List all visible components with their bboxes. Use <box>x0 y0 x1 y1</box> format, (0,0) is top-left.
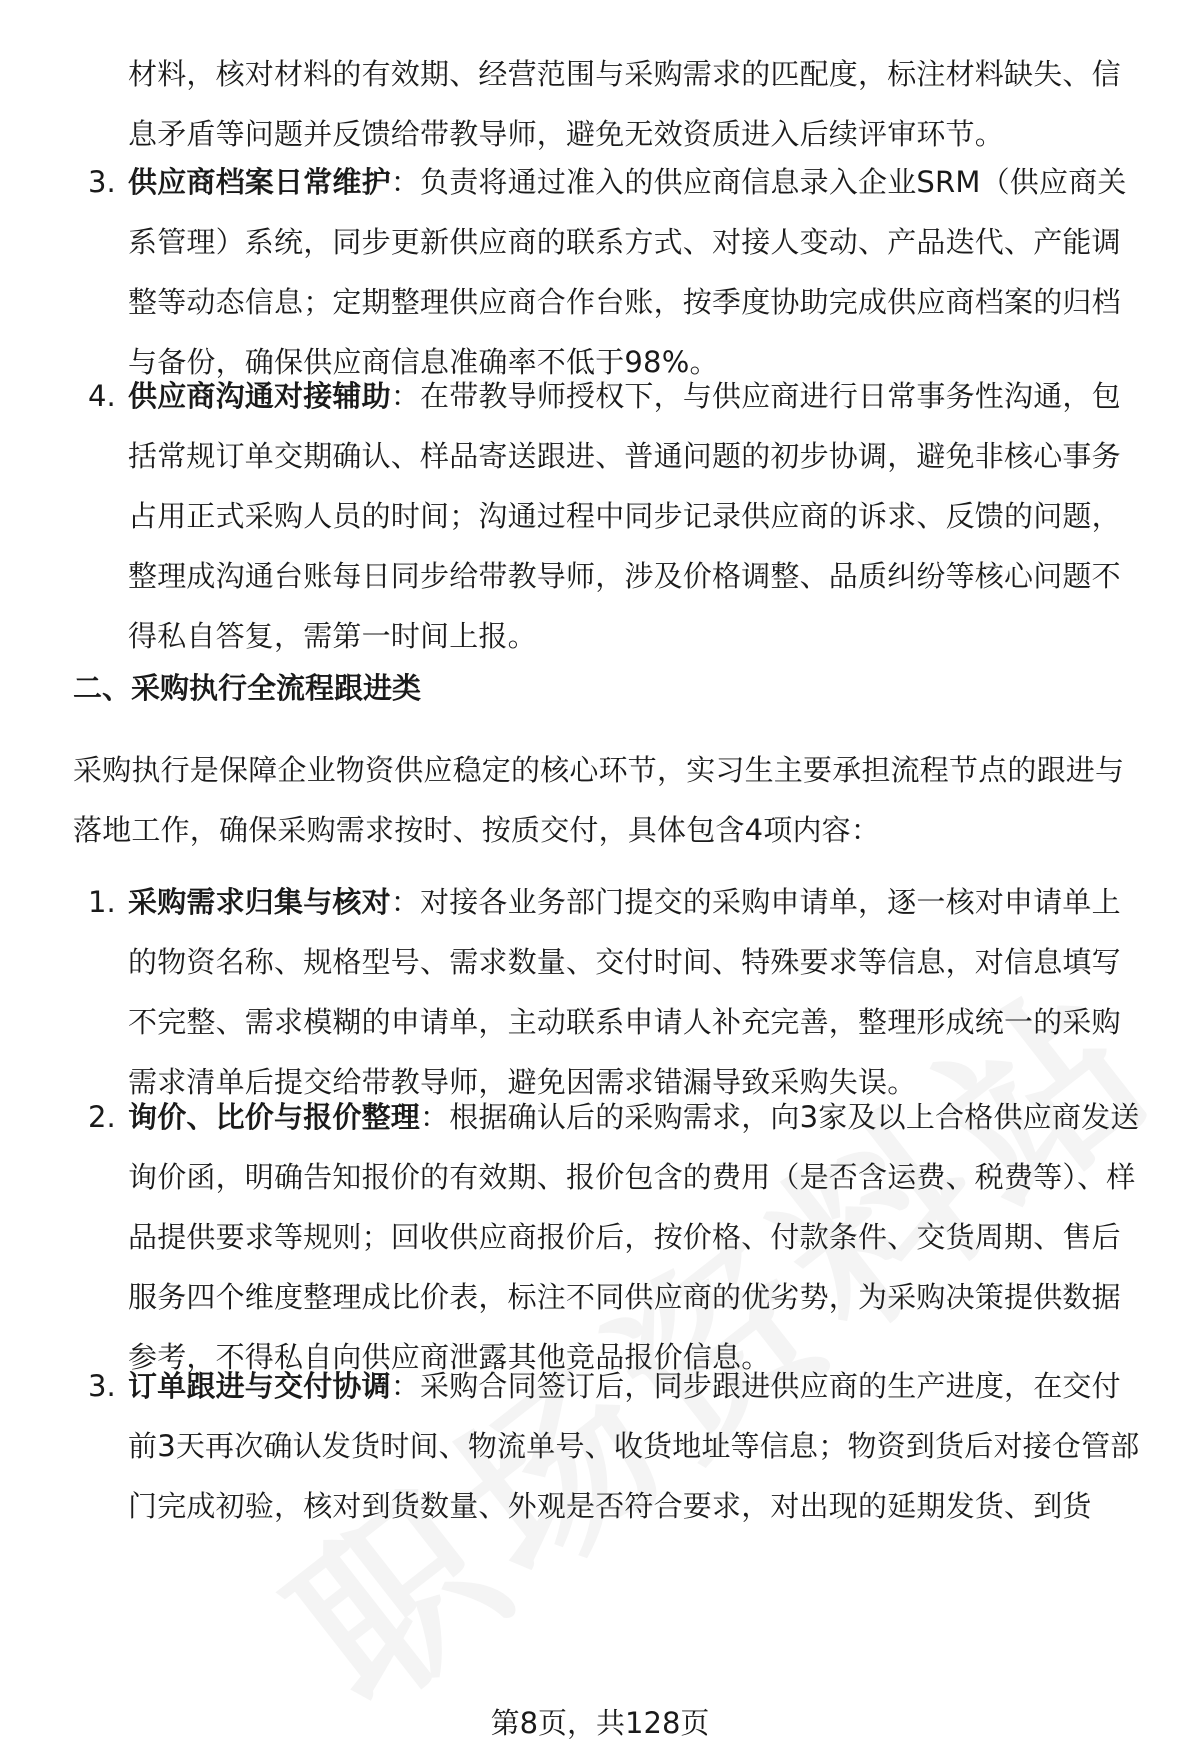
list-item <box>128 366 1148 666</box>
list-item-number: 2. <box>88 1100 116 1134</box>
list-item-body: ：采购合同签订后，同步跟进供应商的生产进度，在交付前3天再次确认发货时间、物流单号、收货地址等信息；物资到货后对接仓管部门完成初验，核对到货数量、外观是否符合要求，对出现的延期发货、到货 <box>128 1369 1140 1523</box>
page-number-footer: 第8页，共128页 <box>490 1706 710 1740</box>
list-item-title: 供应商沟通对接辅助 <box>128 379 391 413</box>
list-item <box>128 152 1148 392</box>
list-item-body: ：负责将通过准入的供应商信息录入企业SRM（供应商关系管理）系统，同步更新供应商的联系方式、对接人变动、产品迭代、产能调整等动态信息；定期整理供应商合作台账，按季度协助完成供应商档案的归档与备份，确保供应商信息准确率不低于98%。 <box>128 165 1127 379</box>
section-heading: 二、采购执行全流程跟进类 <box>73 671 422 705</box>
list-item <box>128 1087 1148 1387</box>
list-item-number: 4. <box>88 379 116 413</box>
list-item <box>128 872 1148 1112</box>
list-item-body: ：对接各业务部门提交的采购申请单，逐一核对申请单上的物资名称、规格型号、需求数量、交付时间、特殊要求等信息，对信息填写不完整、需求模糊的申请单，主动联系申请人补充完善，整理形成统一的采购需求清单后提交给带教导师，避免因需求错漏导致采购失误。 <box>128 885 1121 1099</box>
list-item-number: 3. <box>88 165 116 199</box>
continued-paragraph: 材料，核对材料的有效期、经营范围与采购需求的匹配度，标注材料缺失、信息矛盾等问题并反馈给带教导师，避免无效资质进入后续评审环节。 <box>128 57 1121 151</box>
list-item-number: 1. <box>88 885 116 919</box>
list-item-title: 订单跟进与交付协调 <box>128 1369 391 1403</box>
section-intro: 采购执行是保障企业物资供应稳定的核心环节，实习生主要承担流程节点的跟进与落地工作，确保采购需求按时、按质交付，具体包含4项内容： <box>73 753 1125 847</box>
list-item-title: 询价、比价与报价整理 <box>128 1100 421 1134</box>
list-item-number: 3. <box>88 1369 116 1403</box>
list-item <box>128 1356 1148 1536</box>
list-item-body: ：在带教导师授权下，与供应商进行日常事务性沟通，包括常规订单交期确认、样品寄送跟进、普通问题的初步协调，避免非核心事务占用正式采购人员的时间；沟通过程中同步记录供应商的诉求、反馈的问题，整理成沟通台账每日同步给带教导师，涉及价格调整、品质纠纷等核心问题不得私自答复，需第一时间上报。 <box>128 379 1121 653</box>
list-item-body: ：根据确认后的采购需求，向3家及以上合格供应商发送询价函，明确告知报价的有效期、报价包含的费用（是否含运费、税费等）、样品提供要求等规则；回收供应商报价后，按价格、付款条件、交货周期、售后服务四个维度整理成比价表，标注不同供应商的优劣势，为采购决策提供数据参考，不得私自向供应商泄露其他竞品报价信息。 <box>128 1100 1140 1374</box>
list-item-title: 供应商档案日常维护 <box>128 165 391 199</box>
list-item-title: 采购需求归集与核对 <box>128 885 391 919</box>
